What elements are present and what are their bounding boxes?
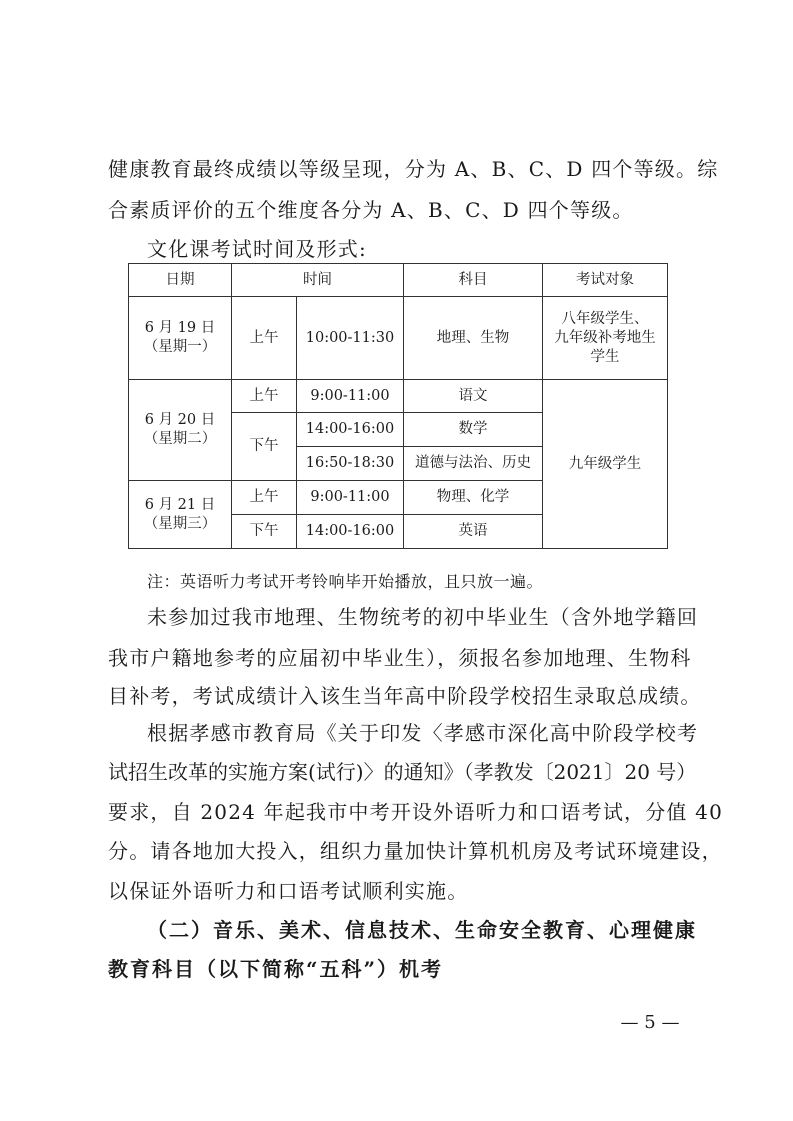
- period-cell: 上午: [232, 297, 297, 380]
- time-cell: 14:00-16:00: [297, 413, 404, 447]
- table-header-row: [129, 264, 668, 297]
- header-target: 考试对象: [543, 264, 668, 297]
- time-cell: 14:00-16:00: [297, 515, 404, 549]
- paragraph-3-line-2: 试招生改革的实施方案(试行)〉的通知》（孝教发〔2021〕20 号）: [108, 760, 697, 784]
- time-cell: 10:00-11:30: [297, 297, 404, 380]
- exam-schedule-table: [128, 263, 668, 549]
- table-row: [129, 297, 668, 380]
- period-cell: 上午: [232, 380, 297, 413]
- paragraph-3-line-1: 根据孝感市教育局《关于印发〈孝感市深化高中阶段学校考: [147, 721, 699, 745]
- subject-cell: 物理、化学: [404, 481, 543, 515]
- paragraph-3-line-5: 以保证外语听力和口语考试顺利实施。: [108, 879, 469, 903]
- section-heading-line-2: 教育科目（以下简称“五科”）机考: [108, 957, 444, 981]
- subject-cell: 语文: [404, 380, 543, 413]
- period-cell: 下午: [232, 515, 297, 549]
- subject-cell: 道德与法治、历史: [404, 447, 543, 481]
- subject-cell: 英语: [404, 515, 543, 549]
- paragraph-2-line-3: 目补考，考试成绩计入该生当年高中阶段学校招生录取总成绩。: [108, 684, 702, 708]
- paragraph-1-line-2: 合素质评价的五个维度各分为 A、B、C、D 四个等级。: [108, 198, 634, 222]
- subject-cell: 地理、生物: [404, 297, 543, 380]
- table-note: 注：英语听力考试开考铃响毕开始播放，且只放一遍。: [147, 572, 544, 591]
- time-cell: 9:00-11:00: [297, 481, 404, 515]
- header-subject: 科目: [404, 264, 543, 297]
- date-cell: 6 月 21 日 （星期三）: [129, 481, 232, 549]
- target-cell: 八年级学生、 九年级补考地生 学生: [543, 297, 668, 380]
- paragraph-3-line-4: 分。请各地加大投入，组织力量加快计算机机房及考试环境建设，: [108, 839, 723, 863]
- paragraph-2-line-1: 未参加过我市地理、生物统考的初中毕业生（含外地学籍回: [147, 605, 699, 629]
- period-cell: 上午: [232, 481, 297, 515]
- paragraph-1-line-1: 健康教育最终成绩以等级呈现，分为 A、B、C、D 四个等级。综: [108, 157, 719, 181]
- time-cell: 16:50-18:30: [297, 447, 404, 481]
- date-cell: 6 月 19 日 （星期一）: [129, 297, 232, 380]
- target-cell: 九年级学生: [543, 380, 668, 549]
- header-date: 日期: [129, 264, 232, 297]
- header-time: 时间: [232, 264, 404, 297]
- paragraph-2-line-2: 我市户籍地参考的应届初中毕业生），须报名参加地理、生物科: [108, 646, 692, 670]
- paragraph-3-line-3: 要求，自 2024 年起我市中考开设外语听力和口语考试，分值 40: [108, 800, 724, 824]
- table-caption: 文化课考试时间及形式:: [147, 237, 367, 261]
- date-cell: 6 月 20 日 （星期二）: [129, 380, 232, 481]
- time-cell: 9:00-11:00: [297, 380, 404, 413]
- table-row: [129, 380, 668, 413]
- period-cell: 下午: [232, 413, 297, 481]
- section-heading-line-1: （二）音乐、美术、信息技术、生命安全教育、心理健康: [147, 918, 697, 942]
- subject-cell: 数学: [404, 413, 543, 447]
- page-number: — 5 —: [620, 1012, 680, 1033]
